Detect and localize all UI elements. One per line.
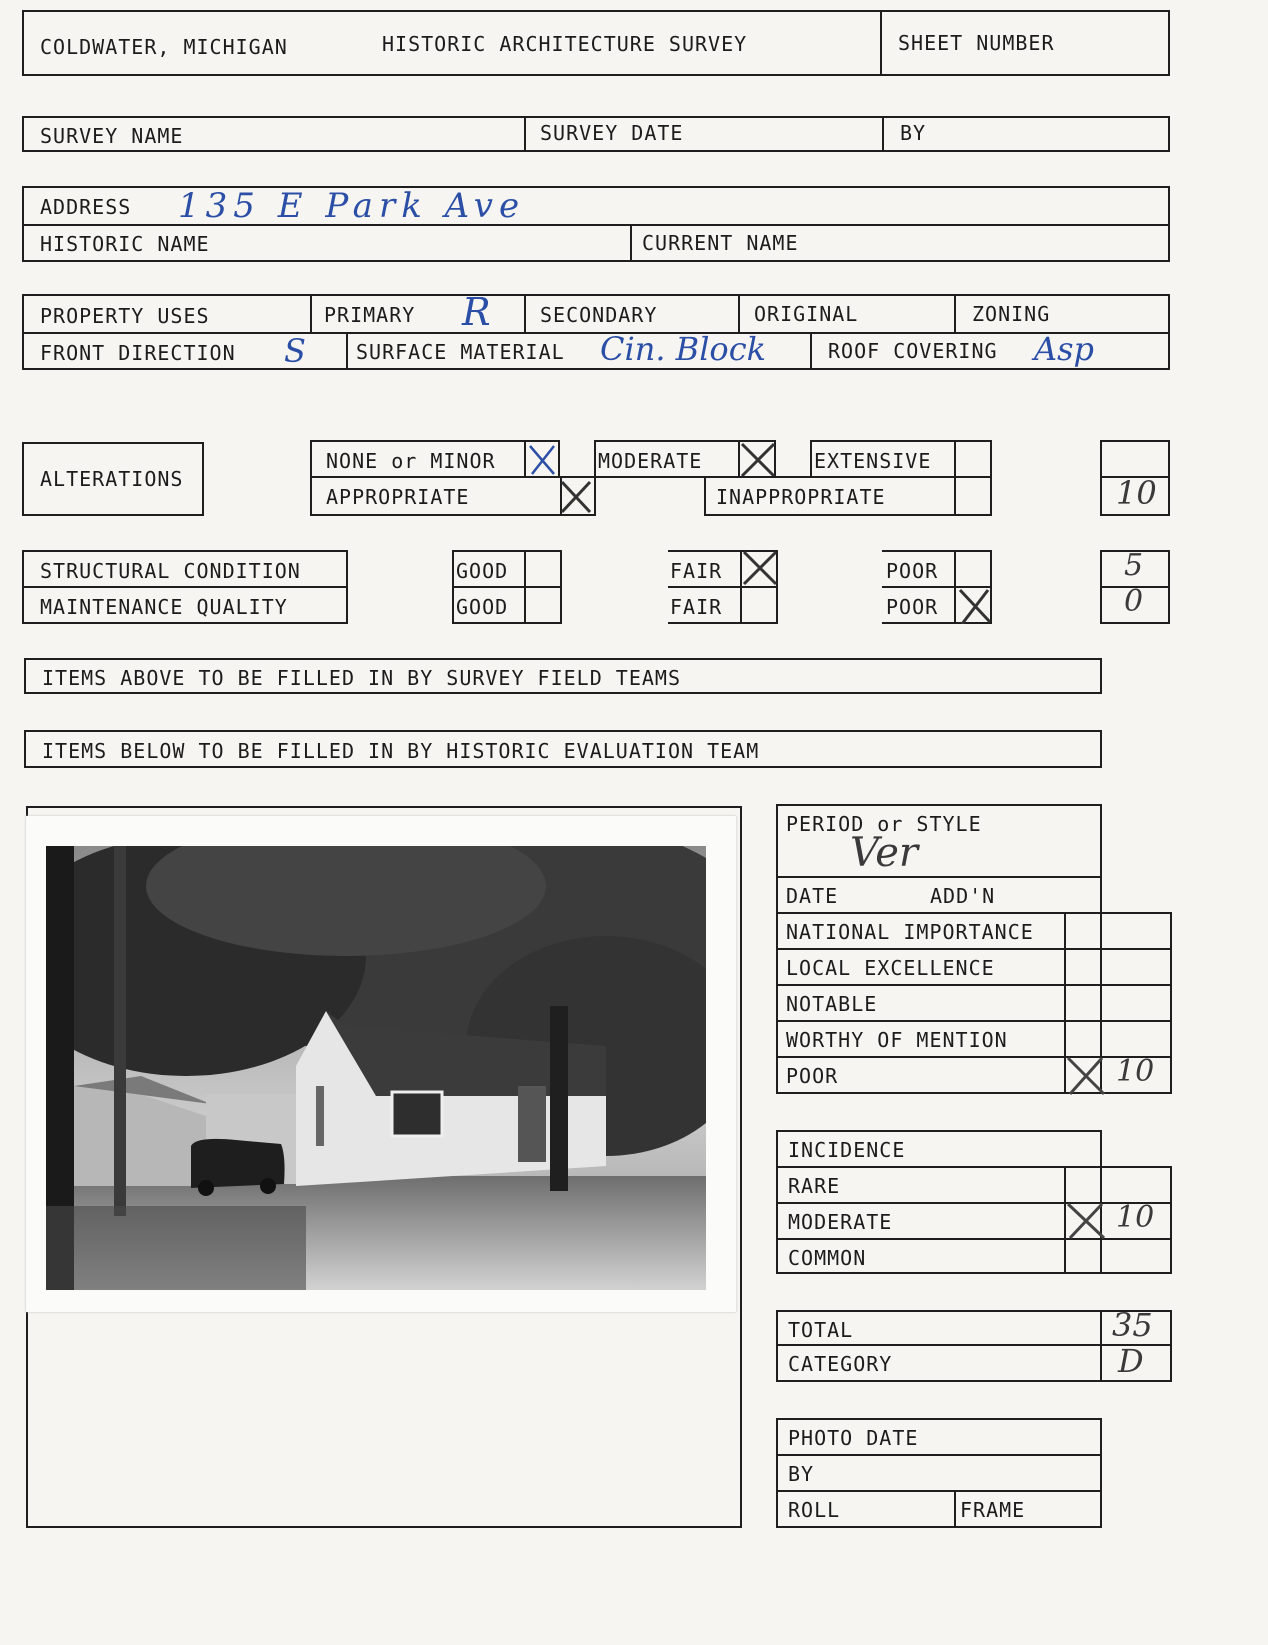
photo-h2 (776, 1490, 1102, 1492)
front-direction-value: S (284, 332, 306, 370)
importance-h3 (776, 1020, 1172, 1022)
total-vline (1100, 1310, 1102, 1382)
roll-label: ROLL (788, 1498, 841, 1522)
note-below-right (1100, 730, 1102, 768)
national-label: NATIONAL IMPORTANCE (786, 920, 1034, 944)
poor-eval-x-icon (1066, 1056, 1106, 1096)
alt-moderate-label: MODERATE (598, 449, 703, 473)
incidence-label: INCIDENCE (788, 1138, 906, 1162)
good-hline (452, 586, 562, 588)
uses-v6 (810, 332, 812, 370)
uses-v4 (954, 294, 956, 332)
alt-score-value: 10 (1116, 474, 1157, 512)
uses-v3 (738, 294, 740, 332)
fair-hline (668, 586, 778, 588)
frame-label: FRAME (960, 1498, 1026, 1522)
uses-v5 (346, 332, 348, 370)
addn-label: ADD'N (930, 884, 996, 908)
category-label: CATEGORY (788, 1352, 893, 1376)
poor-maintenance-x-icon (956, 588, 992, 624)
condition-label-hline (22, 586, 348, 588)
moderate-incidence-label: MODERATE (788, 1210, 893, 1234)
alt-moderate-x-icon (740, 442, 776, 478)
incidence-h2 (776, 1202, 1172, 1204)
alt-none-x-icon (524, 442, 560, 478)
house-photo (46, 846, 706, 1290)
period-label: PERIOD or STYLE (786, 812, 982, 836)
address-label: ADDRESS (40, 195, 132, 219)
structural-condition-label: STRUCTURAL CONDITION (40, 559, 301, 583)
fair-maintenance-label: FAIR (670, 595, 723, 619)
zoning-label: ZONING (972, 302, 1051, 326)
common-label: COMMON (788, 1246, 867, 1270)
good-structural-label: GOOD (456, 559, 509, 583)
original-label: ORIGINAL (754, 302, 859, 326)
incidence-h1 (776, 1166, 1172, 1168)
surface-material-value: Cin. Block (600, 330, 766, 368)
roof-covering-label: ROOF COVERING (828, 339, 998, 363)
photo-date-label: PHOTO DATE (788, 1426, 919, 1450)
survey-div1 (524, 116, 526, 152)
photo-h1 (776, 1454, 1102, 1456)
photo-by-label: BY (788, 1462, 815, 1486)
header-title: HISTORIC ARCHITECTURE SURVEY (382, 32, 748, 56)
address-value: 135 E Park Ave (178, 186, 526, 226)
category-value: D (1118, 1342, 1144, 1380)
importance-h1 (776, 948, 1172, 950)
maintenance-quality-label: MAINTENANCE QUALITY (40, 595, 288, 619)
roof-covering-value: Asp (1034, 330, 1095, 368)
note-above: ITEMS ABOVE TO BE FILLED IN BY SURVEY FIELD TEAMS (42, 666, 682, 690)
alt-appropriate-x-icon (558, 478, 594, 514)
sheet-number-label: SHEET NUMBER (898, 31, 1055, 55)
moderate-incidence-score: 10 (1116, 1200, 1155, 1235)
survey-date-label: SURVEY DATE (540, 121, 684, 145)
incidence-h3 (776, 1238, 1172, 1240)
rare-label: RARE (788, 1174, 841, 1198)
primary-value: R (462, 290, 491, 334)
surface-material-label: SURFACE MATERIAL (356, 340, 565, 364)
uses-hline (22, 332, 1170, 334)
address-vdiv (630, 224, 632, 262)
survey-by-label: BY (900, 121, 927, 145)
header-divider (880, 10, 882, 76)
alt-inappropriate-label: INAPPROPRIATE (716, 485, 886, 509)
primary-label: PRIMARY (324, 303, 416, 327)
poor-maintenance-label: POOR (886, 595, 939, 619)
header-city: COLDWATER, MICHIGAN (40, 35, 288, 59)
note-below: ITEMS BELOW TO BE FILLED IN BY HISTORIC EVALUATION TEAM (42, 739, 760, 763)
photo-vline (954, 1490, 956, 1528)
alt-appropriate-label: APPROPRIATE (326, 485, 470, 509)
uses-v1 (310, 294, 312, 332)
survey-name-label: SURVEY NAME (40, 124, 184, 148)
period-hline (776, 876, 1102, 878)
historic-name-label: HISTORIC NAME (40, 232, 210, 256)
front-direction-label: FRONT DIRECTION (40, 341, 236, 365)
secondary-label: SECONDARY (540, 303, 658, 327)
importance-h2 (776, 984, 1172, 986)
good-maintenance-label: GOOD (456, 595, 509, 619)
poor-eval-label: POOR (786, 1064, 839, 1088)
period-value: Ver (850, 830, 919, 876)
poor-eval-score: 10 (1116, 1054, 1155, 1089)
moderate-incidence-x-icon (1066, 1202, 1106, 1240)
structural-score-value: 5 (1124, 548, 1144, 583)
date-label: DATE (786, 884, 839, 908)
uses-v2 (524, 294, 526, 332)
importance-h4 (776, 1056, 1172, 1058)
alt-none-label: NONE or MINOR (326, 449, 496, 473)
good-vline (524, 550, 526, 624)
current-name-label: CURRENT NAME (642, 231, 799, 255)
survey-div2 (882, 116, 884, 152)
total-value: 35 (1112, 1306, 1153, 1344)
fair-structural-label: FAIR (670, 559, 723, 583)
local-label: LOCAL EXCELLENCE (786, 956, 995, 980)
poor-structural-label: POOR (886, 559, 939, 583)
notable-label: NOTABLE (786, 992, 878, 1016)
maintenance-score-value: 0 (1124, 584, 1144, 619)
alterations-label: ALTERATIONS (40, 467, 184, 491)
total-hline (776, 1344, 1172, 1346)
total-label: TOTAL (788, 1318, 854, 1342)
fair-structural-x-icon (742, 550, 778, 586)
alt-extensive-label: EXTENSIVE (814, 449, 932, 473)
worthy-label: WORTHY OF MENTION (786, 1028, 1008, 1052)
property-uses-label: PROPERTY USES (40, 304, 210, 328)
